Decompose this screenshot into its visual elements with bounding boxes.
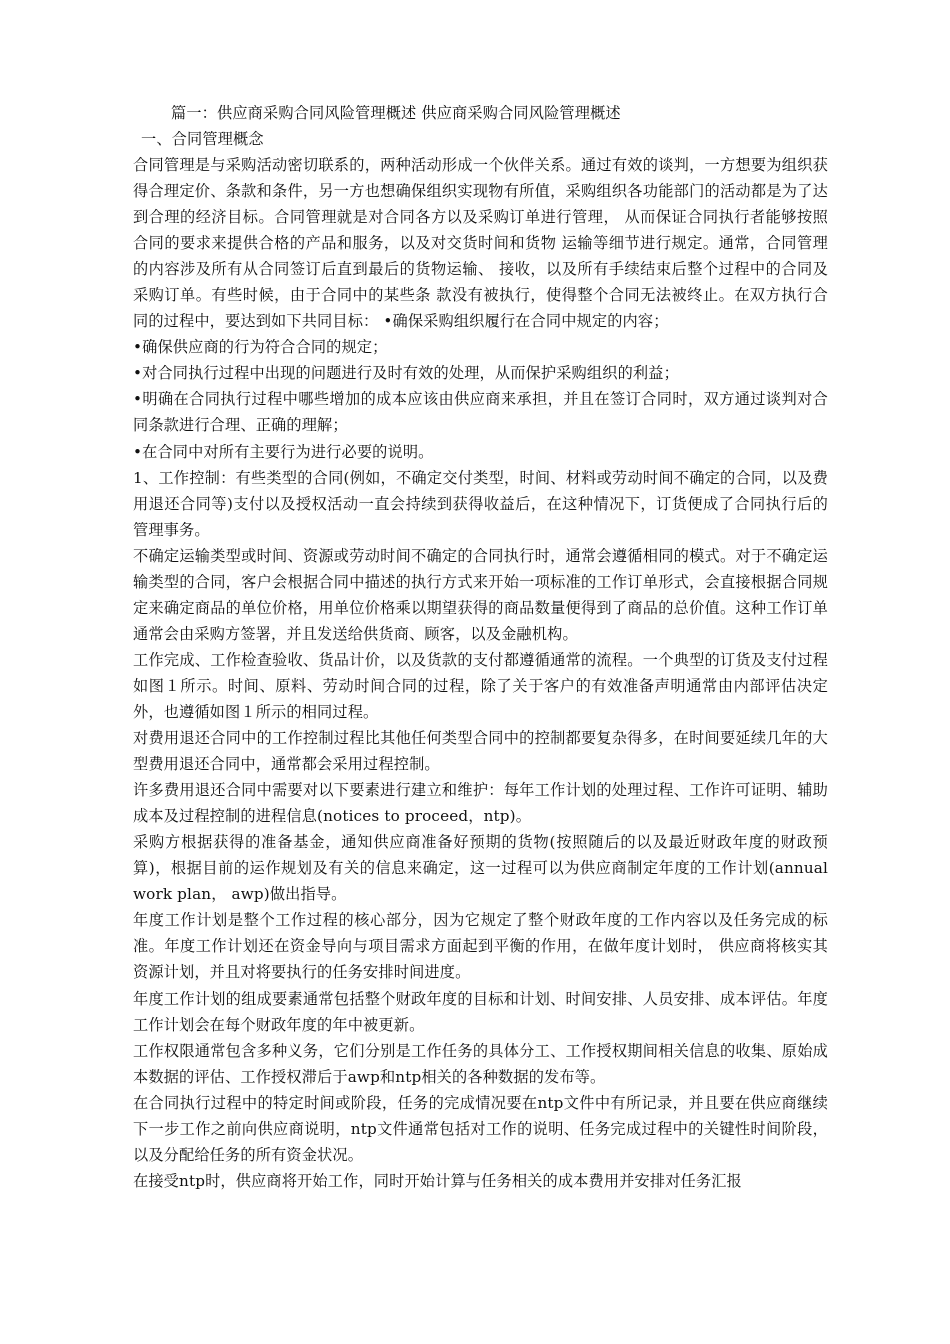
- paragraph: •明确在合同执行过程中哪些增加的成本应该由供应商来承担，并且在签订合同时，双方通过谈判对合同条款进行合理、正确的理解；: [133, 390, 828, 435]
- section-heading: 一、合同管理概念: [141, 130, 264, 148]
- paragraph: 许多费用退还合同中需要对以下要素进行建立和维护：每年工作计划的处理过程、工作许可证明、辅助成本及过程控制的进程信息(notices to proceed，ntp)。: [133, 781, 828, 826]
- paragraph: •对合同执行过程中出现的问题进行及时有效的处理，从而保护采购组织的利益；: [133, 364, 679, 383]
- document-title: 篇一：供应商采购合同风险管理概述 供应商采购合同风险管理概述: [171, 104, 621, 122]
- paragraph: 1、工作控制：有些类型的合同(例如，不确定交付类型，时间、材料或劳动时间不确定的合同，以及费用退还合同等)支付以及授权活动一直会持续到获得收益后，在这种情况下，订货便成了合同执行后的管理事务。: [133, 468, 828, 539]
- paragraph: 合同管理是与采购活动密切联系的，两种活动形成一个伙伴关系。通过有效的谈判，一方想要为组织获得合理定价、条款和条件，另一方也想确保组织实现物有所值，采购组织各功能部门的活动都是为了达到合理的经济目标。合同管理就是对合同各方以及采购订单进行管理， 从而保证合同执行者能够按照合同的要求来提供合格的产品和服务，以及对交货时间和货物 运输等细节进行规定。通常，合同管理的内容涉及所有从合同签订后直到最后的货物运输、 接收，以及所有手续结束后整个过程中的合同及采购订单。有些时候，由于合同中的某些条 款没有被执行，使得整个合同无法被终止。在双方执行合同的过程中，要达到如下共同目标： •确保采购组织履行在合同中规定的内容；: [133, 156, 828, 331]
- paragraph: 工作权限通常包含多种义务，它们分别是工作任务的具体分工、工作授权期间相关信息的收集、原始成本数据的评估、工作授权滞后于awp和ntp相关的各种数据的发布等。: [133, 1041, 828, 1086]
- paragraph: 年度工作计划的组成要素通常包括整个财政年度的目标和计划、时间安排、人员安排、成本评估。年度工作计划会在每个财政年度的年中被更新。: [133, 989, 828, 1034]
- paragraph: 在合同执行过程中的特定时间或阶段，任务的完成情况要在ntp文件中有所记录，并且要在供应商继续下一步工作之前向供应商说明，ntp文件通常包括对工作的说明、任务完成过程中的关键性时间阶段，以及分配给任务的所有资金状况。: [133, 1093, 828, 1164]
- paragraph: •确保供应商的行为符合合同的规定；: [133, 338, 388, 357]
- paragraph: 年度工作计划是整个工作过程的核心部分，因为它规定了整个财政年度的工作内容以及任务完成的标准。年度工作计划还在资金导向与项目需求方面起到平衡的作用，在做年度计划时， 供应商将核实其资源计划，并且对将要执行的任务安排时间进度。: [133, 911, 828, 982]
- paragraph: 工作完成、工作检查验收、货品计价，以及货款的支付都遵循通常的流程。一个典型的订货及支付过程如图１所示。时间、原料、劳动时间合同的过程，除了关于客户的有效准备声明通常由内部评估决定外，也遵循如图１所示的相同过程。: [133, 650, 828, 721]
- paragraph: 采购方根据获得的准备基金，通知供应商准备好预期的货物(按照随后的以及最近财政年度的财政预算)，根据目前的运作规划及有关的信息来确定，这一过程可以为供应商制定年度的工作计划(annual work plan， awp)做出指导。: [133, 833, 828, 904]
- paragraph: 对费用退还合同中的工作控制过程比其他任何类型合同中的控制都要复杂得多，在时间要延续几年的大型费用退还合同中，通常都会采用过程控制。: [133, 729, 828, 774]
- document-page: [133, 100, 828, 1194]
- paragraph: 在接受ntp时，供应商将开始工作，同时开始计算与任务相关的成本费用并安排对任务汇报: [133, 1171, 742, 1190]
- paragraph: •在合同中对所有主要行为进行必要的说明。: [133, 442, 434, 461]
- paragraph: 不确定运输类型或时间、资源或劳动时间不确定的合同执行时，通常会遵循相同的模式。对于不确定运输类型的合同，客户会根据合同中描述的执行方式来开始一项标准的工作订单形式，会直接根据合同规定来确定商品的单位价格，用单位价格乘以期望获得的商品数量便得到了商品的总价值。这种工作订单通常会由采购方签署，并且发送给供货商、顾客，以及金融机构。: [133, 546, 828, 643]
